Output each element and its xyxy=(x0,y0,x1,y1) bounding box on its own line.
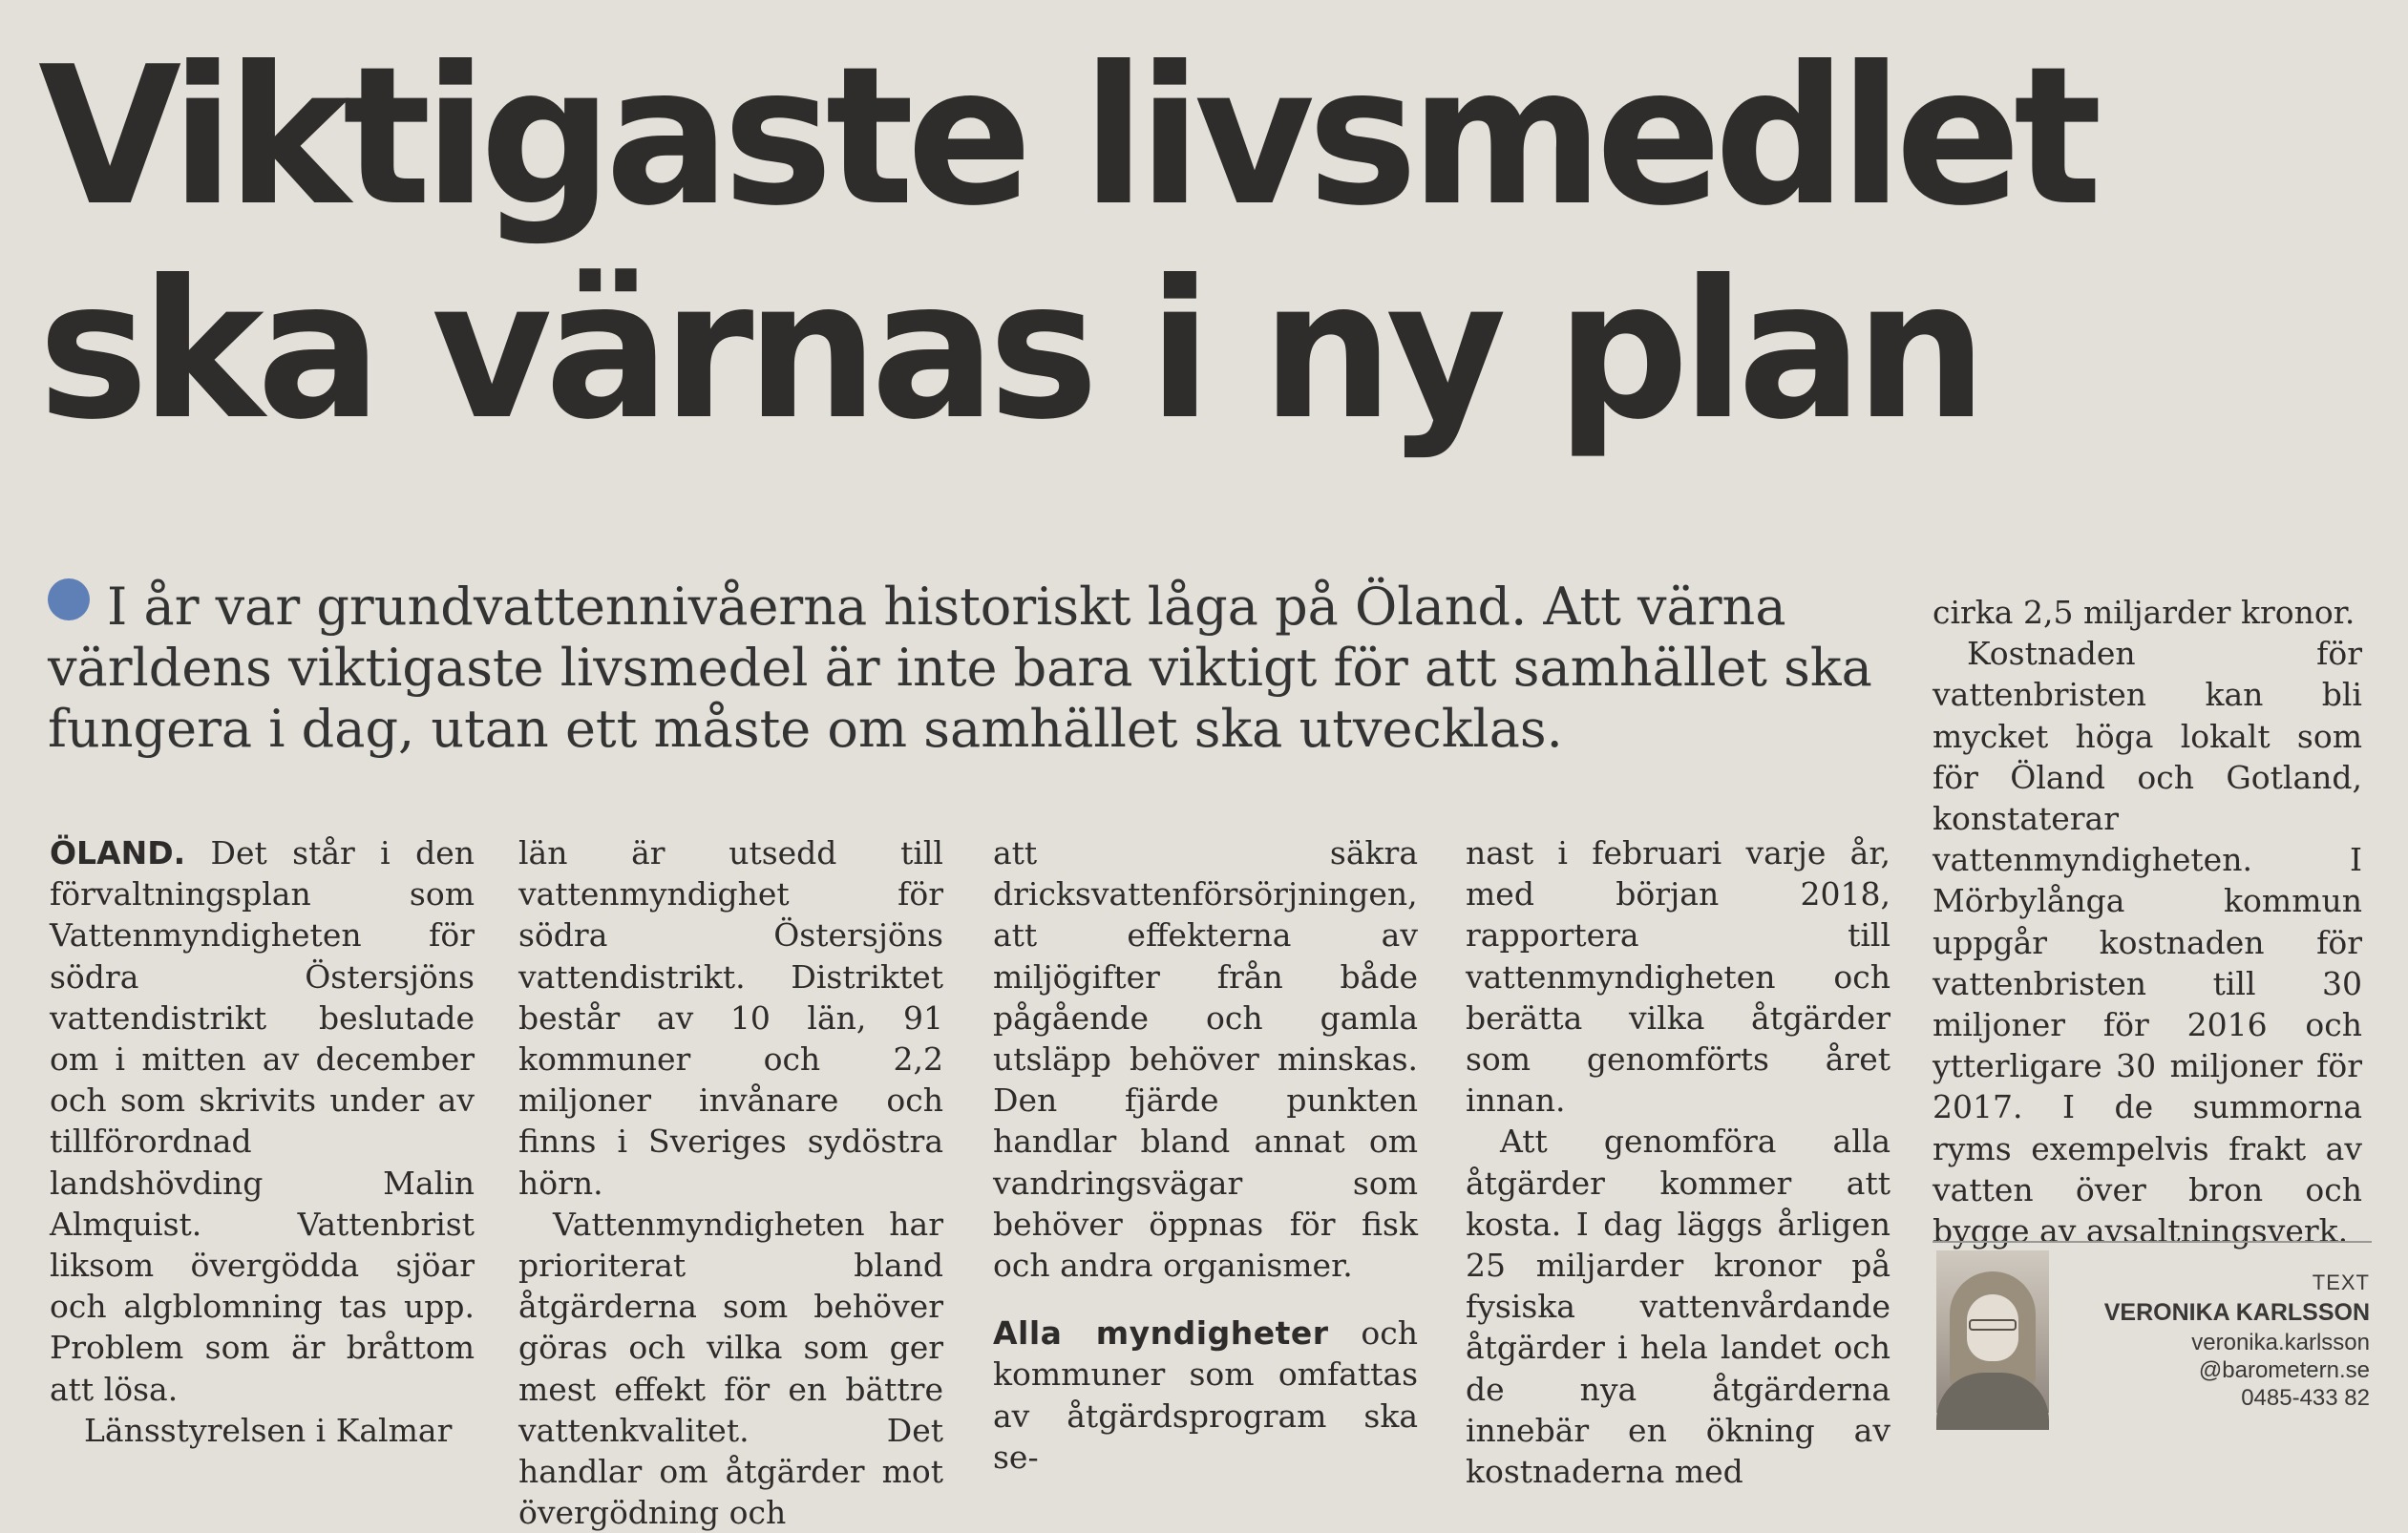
headline xyxy=(38,26,2095,462)
ingress-text: I år var grundvattennivåerna historiskt låga på Öland. Att värna världens viktigaste livsmedel är inte bara viktigt för att samhället ska fungera i dag, utan ett måste om samhället ska utvecklas. xyxy=(48,577,1872,759)
subheading: Alla myndigheter xyxy=(993,1314,1329,1353)
byline-text xyxy=(2104,1270,2370,1412)
author-photo xyxy=(1936,1250,2049,1413)
byline xyxy=(1933,1241,2372,1420)
body-text: Det står i den förvaltningsplan som Vattenmyndigheten för södra Östersjöns vattendistrikt beslutade om i mitten av december och som skrivits under av tillförordnad landshövding Malin Almquist. Vattenbrist liksom övergödda sjöar och algblomning tas upp. Problem som är bråttom att lösa. xyxy=(50,834,475,1408)
body-paragraph xyxy=(993,1312,1418,1478)
body-paragraph: Kostnaden för vattenbristen kan bli mycket höga lokalt som för Öland och Gotland, konstaterar vattenmyndigheten. I Mörbylånga kommun uppgår kostnaden för vattenbristen till 30 miljoner för 2016 och ytterligare 30 miljoner för 2017. I de summorna ryms exempelvis frakt av vatten över bron och bygge av avsaltningsverk. xyxy=(1933,635,2362,1250)
author-name: VERONIKA KARLSSON xyxy=(2103,1299,2370,1326)
dateline: ÖLAND. xyxy=(50,834,186,872)
body-paragraph: att säkra dricksvattenförsörjningen, att effekterna av miljögifter från både pågående och gamla utsläpp behöver minskas. Den fjärde punkten handlar bland annat om vandringsvägar som behöver öppnas för fisk och andra organismer. xyxy=(993,834,1418,1285)
body-paragraph: Länsstyrelsen i Kalmar xyxy=(84,1411,453,1449)
author-email-domain: @barometern.se xyxy=(2198,1357,2370,1383)
body-column-2 xyxy=(518,832,943,1532)
body-paragraph: Vattenmyndigheten har prioriterat bland åtgärderna som behöver göras och vilka som ger mest effekt för en bättre vattenkvalitet. Det handlar om åtgärder mot övergödning och xyxy=(518,1205,943,1532)
byline-label: TEXT xyxy=(2312,1270,2370,1294)
body-column-3 xyxy=(993,832,1418,1476)
bullet-dot-icon xyxy=(48,578,90,620)
author-phone: 0485-433 82 xyxy=(2241,1385,2370,1411)
body-paragraph xyxy=(50,832,475,1410)
body-column-4 xyxy=(1466,832,1890,1491)
body-text: och kommuner som omfattas av åtgärdsprogram ska se- xyxy=(993,1314,1418,1476)
body-paragraph: nast i februari varje år, med början 2018, rapportera till vattenmyndigheten och berätta vilka åtgärder som genomförts året innan. xyxy=(1466,834,1890,1120)
headline-line-1: Viktigaste livsmedlet xyxy=(38,26,2095,248)
body-column-1 xyxy=(50,832,475,1449)
author-email-user: veronika.karlsson xyxy=(2191,1330,2370,1355)
body-paragraph: cirka 2,5 miljarder kronor. xyxy=(1933,594,2355,631)
ingress xyxy=(48,577,1910,760)
body-paragraph: Att genomföra alla åtgärder kommer att kosta. I dag läggs årligen 25 miljarder kronor på fysiska vattenvårdande åtgärder i hela landet och de nya åtgärderna innebär en ökning av kostnaderna med xyxy=(1466,1123,1890,1491)
body-paragraph: län är utsedd till vattenmyndighet för södra Östersjöns vattendistrikt. Distriktet består av 10 län, 91 kommuner och 2,2 miljoner invånare och finns i Sveriges sydöstra hörn. xyxy=(518,834,943,1202)
body-column-5 xyxy=(1933,592,2362,1250)
headline-line-2: ska värnas i ny plan xyxy=(38,240,1980,462)
